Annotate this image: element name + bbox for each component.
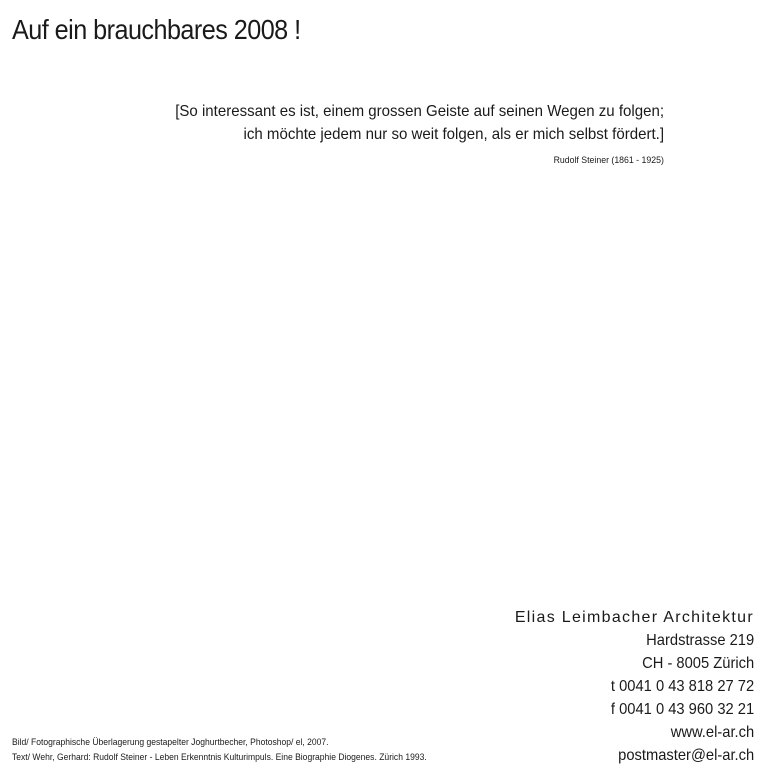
- firm-name: Elias Leimbacher Architektur: [514, 609, 754, 626]
- quote: [175, 100, 664, 146]
- quote-line-2: ich möchte jedem nur so weit folgen, als er mich selbst fördert.]: [243, 126, 665, 143]
- credits: [12, 735, 427, 765]
- city-address: CH - 8005 Zürich: [641, 655, 754, 672]
- fax-number: f 0041 0 43 960 32 21: [610, 701, 754, 718]
- image-credit: Bild/ Fotographische Überlagerung gestapelter Joghurtbecher, Photoshop/ el, 2007.: [12, 737, 329, 748]
- website-link[interactable]: www.el-ar.ch: [670, 724, 754, 741]
- email-link[interactable]: postmaster@el-ar.ch: [617, 747, 754, 764]
- phone-number: t 0041 0 43 818 27 72: [610, 678, 754, 695]
- street-address: Hardstrasse 219: [646, 632, 754, 649]
- quote-attribution: Rudolf Steiner (1861 - 1925): [553, 155, 664, 166]
- text-credit: Text/ Wehr, Gerhard: Rudolf Steiner - Leben Erkenntnis Kulturimpuls. Eine Biographie Diogenes. Zürich 1993.: [12, 752, 427, 763]
- quote-line-1: [So interessant es ist, einem grossen Geiste auf seinen Wegen zu folgen;: [175, 103, 664, 120]
- address-block: [515, 606, 754, 767]
- page-title: Auf ein brauchbares 2008 !: [12, 14, 301, 45]
